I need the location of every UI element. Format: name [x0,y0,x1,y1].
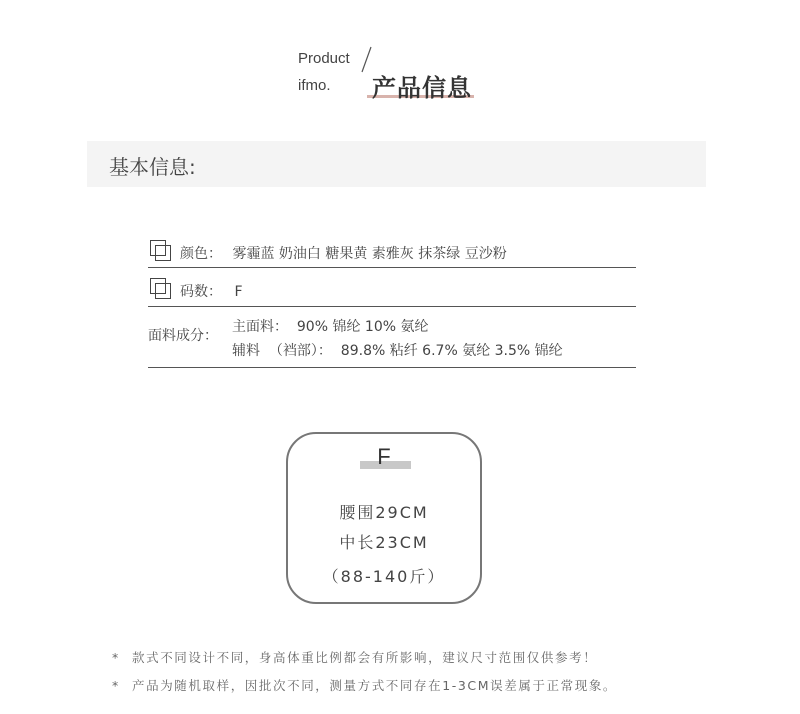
page-title: 产品信息 [372,74,472,102]
size-card-weight: （88-140斤） [322,567,446,586]
note-text: 产品为随机取样，因批次不同，测量方式不同存在1-3CM误差属于正常现象。 [132,678,618,693]
size-card-waist: 腰围29CM [339,503,429,522]
size-label: 码数： [180,284,222,300]
size-card-size: F [377,444,391,469]
size-info [180,281,243,301]
color-label: 颜色： [180,246,222,262]
size-card [286,432,482,604]
note-marker: * [112,650,120,665]
fabric-main: 主面料： 90% 锦纶 10% 氨纶 [232,319,429,335]
header-english-line2: ifmo. [298,77,331,94]
color-value: 雾霾蓝 奶油白 糖果黄 素雅灰 抹茶绿 豆沙粉 [232,246,507,262]
note-marker: * [112,678,120,693]
note-item [112,648,597,666]
slash-divider-icon [360,46,372,74]
color-info [180,243,507,263]
square-bullet-icon [150,240,166,256]
info-row-color [148,238,636,268]
size-card-length: 中长23CM [339,533,429,552]
size-value: F [234,284,243,300]
fabric-label: 面料成分： [148,328,218,344]
square-bullet-icon [150,278,166,294]
fabric-aux: 辅料 （裆部）： 89.8% 粘纤 6.7% 氨纶 3.5% 锦纶 [232,343,563,359]
note-text: 款式不同设计不同，身高体重比例都会有所影响，建议尺寸范围仅供参考！ [132,650,598,665]
section-title: 基本信息: [109,155,196,179]
header-english-line1: Product [298,50,350,67]
info-row-fabric [148,312,636,368]
note-item [112,676,617,694]
section-banner [87,141,706,187]
info-row-size [148,276,636,307]
